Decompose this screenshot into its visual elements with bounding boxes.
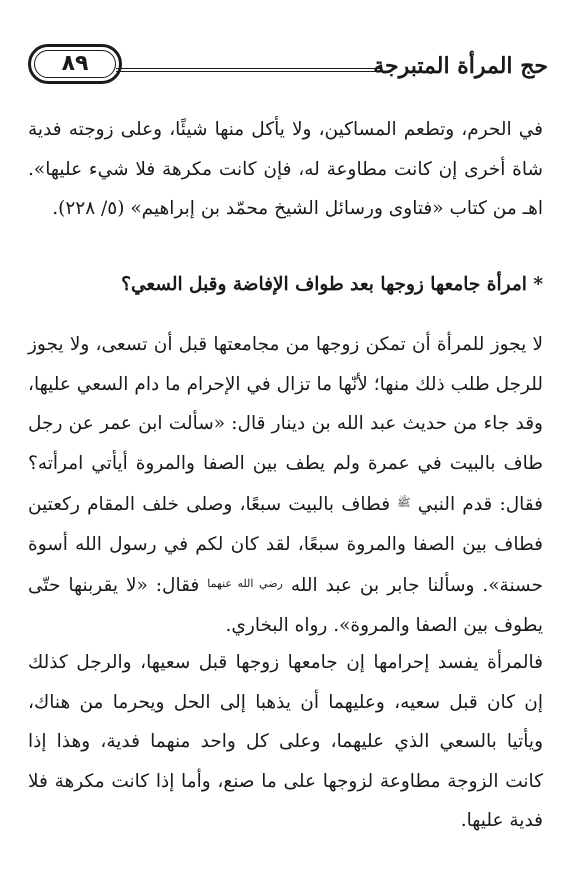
header-rule (116, 68, 380, 72)
paragraph-2-part-3: فقال: «لا يقربنها حتّى يطوف بين الصفا والمروة». رواه البخاري. (28, 575, 543, 636)
section-question-heading: * امرأة جامعها زوجها بعد طواف الإفاضة وقبل السعي؟ (121, 274, 543, 295)
paragraph-3: فالمرأة يفسد إحرامها إن جامعها زوجها قبل سعيها، والرجل كذلك إن كان قبل سعيه، وعليهما أن يذهبا إلى الحل ويحرما من هناك، ويأتيا بالسعي الذي عليهما، وعلى كل واحد منهما فدية، وهذا إذا كانت الزوجة مطاوعة لزوجها على ما صنع، وأما إذا كانت مكرهة فلا فدية عليها. (28, 652, 543, 831)
honorific-radiallahu: رضي الله عنهما (207, 577, 283, 590)
paragraph-2 (28, 325, 543, 645)
paragraph-2-part-1: لا يجوز للمرأة أن تمكن زوجها من مجامعتها قبل أن تسعى، ولا يجوز للرجل طلب ذلك منها؛ لأنّها ما تزال في الإحرام ما دام السعي عليها، وقد جاء من حديث عبد الله بن دينار قال: «سألت ابن عمر عن رجل طاف بالبيت في عمرة ولم يطف بين الصفا والمروة أيأتي امرأته؟ فقال: قدم النبي (28, 334, 543, 515)
honorific-salawat: ﷺ (397, 496, 411, 509)
paragraph-1: في الحرم، وتطعم المساكين، ولا يأكل منها شيئًا، وعلى زوجته فدية شاة أخرى إن كانت مطاوعة له، فإن كانت مكرهة فلا شيء عليها». اهـ من كتاب «فتاوى ورسائل الشيخ محمّد بن إبراهيم» (٥/ ٢٢٨). (28, 119, 543, 219)
page-number-badge (28, 44, 122, 84)
paragraph-2-part-2: فطاف بالبيت سبعًا، وصلى خلف المقام ركعتين فطاف بين الصفا والمروة سبعًا، لقد كان لكم في رسول الله أسوة حسنة». وسألنا جابر بن عبد الله (28, 494, 543, 596)
page-header (28, 40, 548, 90)
running-title: حج المرأة المتبرجة (373, 53, 548, 79)
page-number: ٨٩ (61, 51, 89, 76)
